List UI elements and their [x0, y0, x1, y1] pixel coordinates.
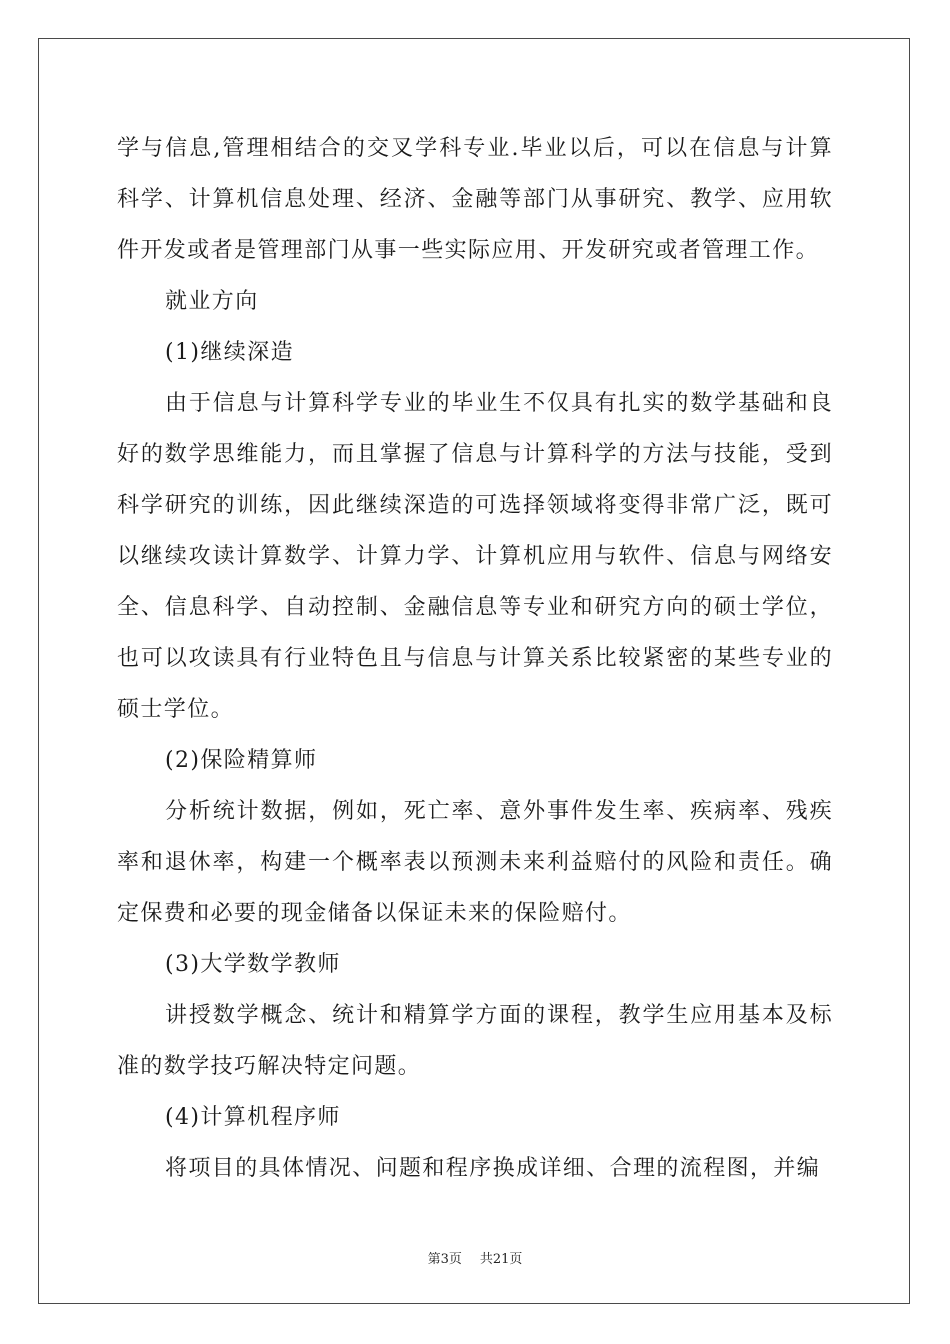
- text-line: 准的数学技巧解决特定问题。: [117, 1054, 422, 1079]
- text-line: (2)保险精算师: [165, 748, 318, 773]
- paragraph: [117, 123, 833, 276]
- paragraph: [117, 786, 833, 939]
- text-line: 由于信息与计算科学专业的毕业生不仅具有扎实的数学基础和良: [165, 391, 833, 416]
- text-line: 全、信息科学、自动控制、金融信息等专业和研究方向的硕士学位，: [117, 595, 833, 620]
- text-line: 定保费和必要的现金储备以保证未来的保险赔付。: [117, 901, 632, 926]
- section-heading: [117, 735, 833, 786]
- text-line: 科学、计算机信息处理、经济、金融等部门从事研究、教学、应用软: [117, 187, 833, 212]
- paragraph: [117, 378, 833, 735]
- text-line: 好的数学思维能力，而且掌握了信息与计算科学的方法与技能，受到: [117, 442, 833, 467]
- text-line: 以继续攻读计算数学、计算力学、计算机应用与软件、信息与网络安: [117, 544, 833, 569]
- section-heading: [117, 276, 833, 327]
- text-line: 将项目的具体情况、问题和程序换成详细、合理的流程图，并编: [165, 1156, 821, 1181]
- section-heading: [117, 327, 833, 378]
- paragraph: [117, 1143, 833, 1194]
- document-body: [117, 123, 833, 1194]
- text-line: 就业方向: [165, 289, 259, 314]
- text-line: 科学研究的训练，因此继续深造的可选择领域将变得非常广泛，既可: [117, 493, 833, 518]
- paragraph: [117, 990, 833, 1092]
- text-line: 学与信息,管理相结合的交叉学科专业.毕业以后，可以在信息与计算: [117, 136, 833, 161]
- text-line: 件开发或者是管理部门从事一些实际应用、开发研究或者管理工作。: [117, 238, 820, 263]
- section-heading: [117, 1092, 833, 1143]
- page-total: 共21页: [479, 1252, 523, 1267]
- text-line: (3)大学数学教师: [165, 952, 341, 977]
- page-footer: [0, 1248, 950, 1267]
- text-line: 硕士学位。: [117, 697, 235, 722]
- text-line: 率和退休率，构建一个概率表以预测未来利益赔付的风险和责任。确: [117, 850, 833, 875]
- text-line: (4)计算机程序师: [165, 1105, 341, 1130]
- text-line: 分析统计数据，例如，死亡率、意外事件发生率、疾病率、残疾: [165, 799, 833, 824]
- text-line: 也可以攻读具有行业特色且与信息与计算关系比较紧密的某些专业的: [117, 646, 833, 671]
- text-line: (1)继续深造: [165, 340, 294, 365]
- section-heading: [117, 939, 833, 990]
- text-line: 讲授数学概念、统计和精算学方面的课程，教学生应用基本及标: [165, 1003, 833, 1028]
- page-number: 第3页: [427, 1252, 462, 1267]
